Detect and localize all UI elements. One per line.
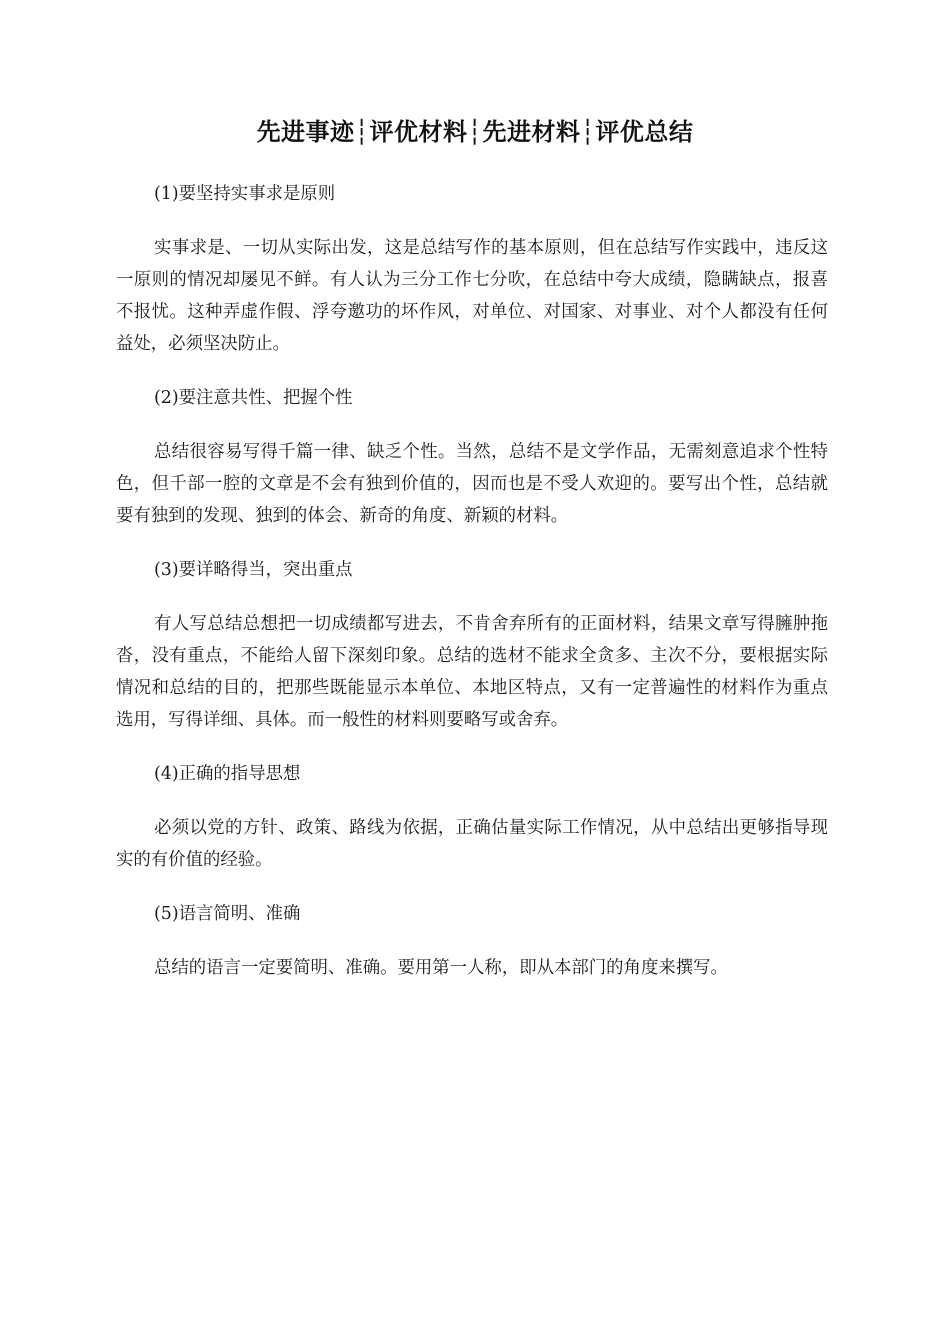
- section-heading-4: (4)正确的指导思想: [154, 764, 301, 784]
- section-paragraph-3: 有人写总结总想把一切成绩都写进去，不肯舍弃所有的正面材料，结果文章写得臃肿拖沓，没有重点，不能给人留下深刻印象。总结的选材不能求全贪多、主次不分，要根据实际情况和总结的目的，把那些既能显示本单位、本地区特点，又有一定普遍性的材料作为重点选用，写得详细、具体。而一般性的材料则要略写或舍弃。: [116, 614, 828, 730]
- section-paragraph-2: 总结很容易写得千篇一律、缺乏个性。当然，总结不是文学作品，无需刻意追求个性特色，但千部一腔的文章是不会有独到价值的，因而也是不受人欢迎的。要写出个性，总结就要有独到的发现、独到的体会、新奇的角度、新颖的材料。: [116, 442, 828, 526]
- section-heading-1: (1)要坚持实事求是原则: [154, 184, 336, 204]
- document-title: 先进事迹┆评优材料┆先进材料┆评优总结: [256, 118, 694, 146]
- section-paragraph-1: 实事求是、一切从实际出发，这是总结写作的基本原则，但在总结写作实践中，违反这一原则的情况却屡见不鲜。有人认为三分工作七分吹，在总结中夸大成绩，隐瞒缺点，报喜不报忧。这种弄虚作假、浮夸邀功的坏作风，对单位、对国家、对事业、对个人都没有任何益处，必须坚决防止。: [116, 238, 828, 354]
- section-heading-3: (3)要详略得当，突出重点: [154, 560, 353, 580]
- section-paragraph-4: 必须以党的方针、政策、路线为依据，正确估量实际工作情况，从中总结出更够指导现实的有价值的经验。: [116, 818, 828, 870]
- section-heading-5: (5)语言简明、准确: [154, 904, 301, 924]
- section-paragraph-5: 总结的语言一定要简明、准确。要用第一人称，即从本部门的角度来撰写。: [154, 958, 728, 978]
- document-body: [116, 178, 828, 1006]
- section-heading-2: (2)要注意共性、把握个性: [154, 388, 353, 408]
